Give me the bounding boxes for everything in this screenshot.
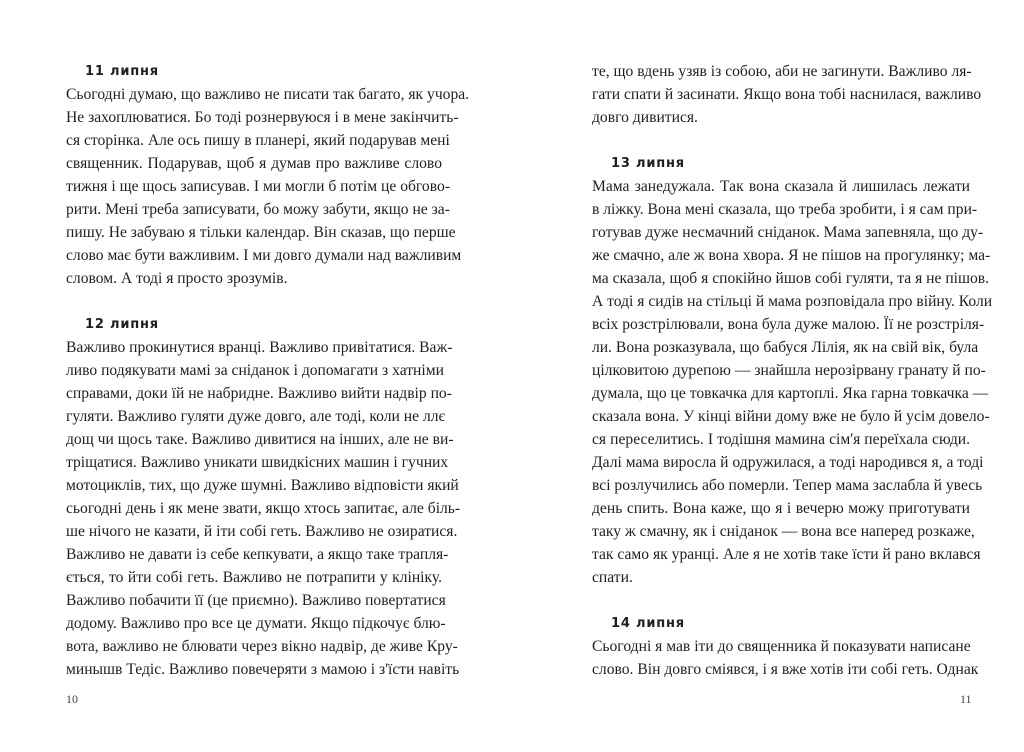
text-line: ється, то йти собі геть. Важливо не потрапити у клініку. [66,569,442,586]
text-line: тріщатися. Важливо уникати швидкісних машин і гучних [66,454,449,471]
text-line: ся сторінка. Але ось пишу в планері, який подарував мені [66,132,450,149]
text-line: тижня і ще щось записував. І ми могли б потім це обгово- [66,178,450,195]
text-line: додому. Важливо про все це думати. Якщо підкочує блю- [66,615,446,632]
text-line: ливо подякувати мамі за сніданок і допомагати з хатніми [66,362,444,379]
text-line: пишу. Не забуваю я тільки календар. Він сказав, що перше [66,224,456,241]
text-line: ше нічого не казати, й іти собі геть. Важливо не озиратися. [66,523,458,540]
section-heading-july-12: 12 липня [85,317,159,332]
paragraph-july-11 [66,83,470,290]
text-line: день спить. Вона каже, що я і вечерю можу приготувати [592,500,970,517]
text-line: те, що вдень узяв із собою, аби не загинути. Важливо ля- [592,63,972,80]
text-line: думала, що це товкачка для картоплі. Яка гарна товкачка — [592,385,989,402]
text-line: ли. Вона розказувала, що бабуся Лілія, як на свій вік, була [592,339,979,356]
section-heading-july-14: 14 липня [611,616,685,631]
text-line: слово. Він довго сміявся, і я вже хотів іти собі геть. Однак [592,661,979,678]
text-line: всіх розстрілювали, вона була дуже малою. Її не розстріля- [592,316,985,333]
text-line: рити. Мені треба записувати, бо можу забути, якщо не за- [66,201,450,218]
text-line: священник. Подарував, щоб я думав про важливе слово [66,155,442,172]
paragraph-continued [592,60,982,129]
text-line: Важливо не давати із себе кепкувати, а якщо таке трапля- [66,546,449,563]
text-line: гати спати й засинати. Якщо вона тобі наснилася, важливо [592,86,982,103]
text-line: всі розлучились або померли. Тепер мама заслабла й увесь [592,477,983,494]
text-line: в ліжку. Вона мені сказала, що треба зробити, і я сам при- [592,201,978,218]
text-line: таку ж смачну, як і сніданок — вона все наперед розкаже, [592,523,975,540]
text-line: Мама занедужала. Так вона сказала й лишилась лежати [592,178,970,195]
text-line: Сьогодні думаю, що важливо не писати так багато, як учора. [66,86,470,103]
text-line: Важливо побачити її (це приємно). Важливо повертатися [66,592,446,609]
text-line: минышв Тедіс. Важливо повечеряти з мамою і з'їсти навіть [66,661,460,678]
right-page [512,0,1024,752]
text-line: вота, важливо не блювати через вікно надвір, де живе Кру- [66,638,458,655]
text-line: А тоді я сидів на стільці й мама розповідала про війну. Коли [592,293,993,310]
text-line: Сьогодні я мав іти до священника й показувати написане [592,638,971,655]
section-heading-july-11: 11 липня [85,64,159,79]
paragraph-july-14 [592,635,979,681]
paragraph-july-12 [66,336,461,681]
text-line: цілковитою дурепою — знайшла нерозірвану гранату й по- [592,362,986,379]
text-line: мотоциклів, тих, що дуже шумні. Важливо відповісти який [66,477,459,494]
text-line: слово має бути важливим. І ми довго думали над важливим [66,247,462,264]
text-line: готував дуже несмачний сніданок. Мама запевняла, що ду- [592,224,984,241]
text-line: ся переселитись. І тодішня мамина сім'я переїхала сюди. [592,431,970,448]
text-line: справами, доки їй не набридне. Важливо вийти надвір по- [66,385,452,402]
page-number: 11 [960,692,972,706]
text-line: сьогодні день і як мене звати, якщо хтось запитає, але біль- [66,500,461,517]
left-page-text [66,60,470,681]
text-line: так само як уранці. Але я не хотів таке їсти й рано вклався [592,546,981,563]
text-line: ма сказала, щоб я спокійно йшов собі гуляти, та я не пішов. [592,270,990,287]
text-line: довго дивитися. [592,109,698,126]
text-line: же смачно, але ж вона хвора. Я не пішов на прогулянку; ма- [592,247,991,264]
text-line: спати. [592,569,633,586]
text-line: Важливо прокинутися вранці. Важливо привітатися. Важ- [66,339,453,356]
text-line: словом. А тоді я просто зрозумів. [66,270,288,287]
text-line: гуляти. Важливо гуляти дуже довго, але тоді, коли не ллє [66,408,446,425]
text-line: сказала вона. У кінці війни дому вже не було й усім довело- [592,408,990,425]
text-line: Далі мама виросла й одружилася, а тоді народився я, а тоді [592,454,984,471]
page-number: 10 [66,692,78,706]
right-page-text [592,60,993,681]
text-line: дощ чи щось таке. Важливо дивитися на інших, але не ви- [66,431,454,448]
paragraph-july-13 [592,175,993,589]
text-line: Не захоплюватися. Бо тоді рознервуюся і в мене закінчить- [66,109,459,126]
section-heading-july-13: 13 липня [611,156,685,171]
